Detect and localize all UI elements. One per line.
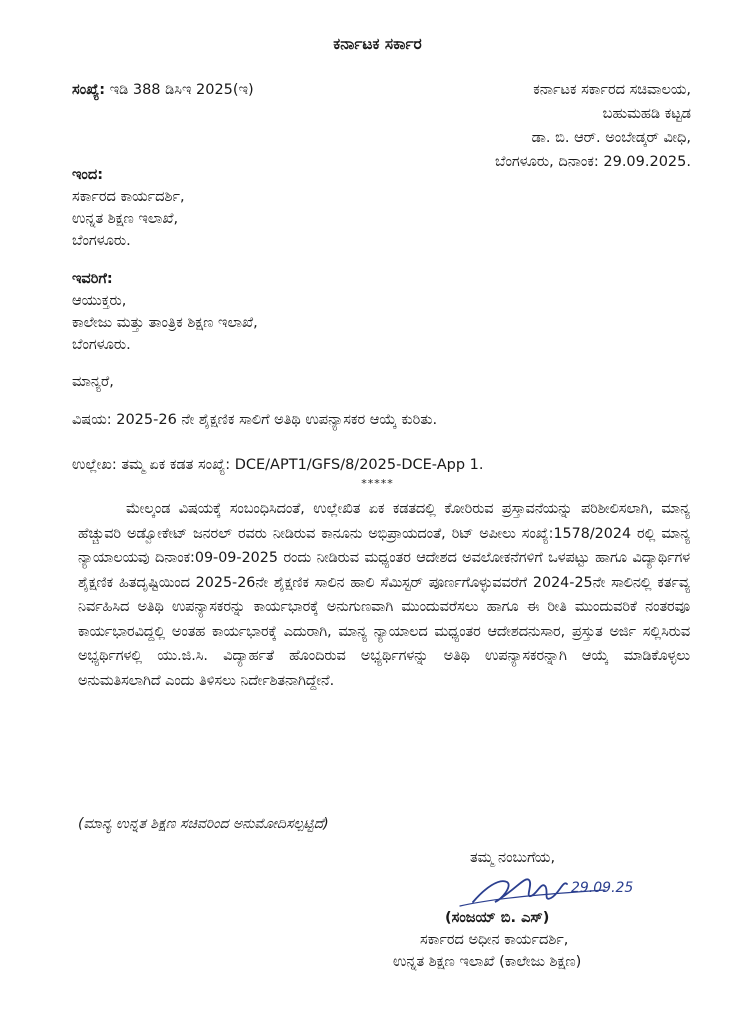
address-line: ಕರ್ನಾಟಕ ಸರ್ಕಾರದ ಸಚಿವಾಲಯ, — [533, 82, 691, 98]
separator-stars: ***** — [361, 477, 394, 490]
to-label: ಇವರಿಗೆ: — [72, 271, 113, 287]
body-paragraph — [78, 497, 690, 693]
reference-number-value: ಇಡಿ 388 ಡಿಸಿಇ 2025(ಇ) — [109, 82, 254, 98]
from-block — [72, 164, 185, 252]
government-title: ಕರ್ನಾಟಕ ಸರ್ಕಾರ — [333, 35, 422, 53]
body-text: ಮೇಲ್ಕಂಡ ವಿಷಯಕ್ಕೆ ಸಂಬಂಧಿಸಿದಂತೆ, ಉಲ್ಲೇಖಿತ ಏಕ ಕಡತದಲ್ಲಿ ಕೋರಿರುವ ಪ್ರಸ್ತಾವನೆಯನ್ನು ಪರಿಶೀಲಿಸಲಾಗಿ, ಮಾನ್ಯ ಹೆಚ್ಚುವರಿ ಅಡ್ವೋಕೇಟ್ ಜನರಲ್ ರವರು ನೀಡಿರುವ ಕಾನೂನು ಅಭಿಪ್ರಾಯದಂತೆ, ರಿಟ್ ಅಪೀಲು ಸಂಖ್ಯೆ:1578/2024 ರಲ್ಲಿ ಮಾನ್ಯ ನ್ಯಾಯಾಲಯವು ದಿನಾಂಕ:09-09-2025 ರಂದು ನೀಡಿರುವ ಮಧ್ಯಂತರ ಆದೇಶದ ಅವಲೋಕನೆಗಳಿಗೆ ಒಳಪಟ್ಟು ಹಾಗೂ ವಿದ್ಯಾರ್ಥಿಗಳ ಶೈಕ್ಷಣಿಕ ಹಿತದೃಷ್ಟಿಯಿಂದ 2025-26ನೇ ಶೈಕ್ಷಣಿಕ ಸಾಲಿನ ಹಾಲಿ ಸೆಮಿಸ್ಟರ್ ಪೂರ್ಣಗೊಳ್ಳುವವರೆಗೆ 2024-25ನೇ ಸಾಲಿನಲ್ಲಿ ಕರ್ತವ್ಯ ನಿರ್ವಹಿಸಿದ ಅತಿಥಿ ಉಪನ್ಯಾಸಕರನ್ನು ಕಾರ್ಯಭಾರಕ್ಕೆ ಅನುಗುಣವಾಗಿ ಮುಂದುವರೆಸಲು ಹಾಗೂ ಈ ರೀತಿ ಮುಂದುವರಿಕೆ ನಂತರವೂ ಕಾರ್ಯಭಾರವಿದ್ದಲ್ಲಿ ಅಂತಹ ಕಾರ್ಯಭಾರಕ್ಕೆ ಎದುರಾಗಿ, ಮಾನ್ಯ ನ್ಯಾಯಾಲದ ಮಧ್ಯಂತರ ಆದೇಶದನುಸಾರ, ಪ್ರಸ್ತುತ ಅರ್ಜಿ ಸಲ್ಲಿಸಿರುವ ಅಭ್ಯರ್ಥಿಗಳಲ್ಲಿ ಯು.ಜಿ.ಸಿ. ವಿದ್ಯಾರ್ಹತೆ ಹೊಂದಿರುವ ಅಭ್ಯರ್ಥಿಗಳನ್ನು ಅತಿಥಿ ಉಪನ್ಯಾಸಕರನ್ನಾಗಿ ಆಯ್ಕೆ ಮಾಡಿಕೊಳ್ಳಲು ಅನುಮತಿಸಲಾಗಿದೆ ಎಂದು ತಿಳಿಸಲು ನಿರ್ದೇಶಿತನಾಗಿದ್ದೇನೆ. — [78, 501, 690, 689]
to-line: ಕಾಲೇಜು ಮತ್ತು ತಾಂತ್ರಿಕ ಶಿಕ್ಷಣ ಇಲಾಖೆ, — [72, 315, 258, 331]
from-line: ಉನ್ನತ ಶಿಕ್ಷಣ ಇಲಾಖೆ, — [72, 211, 179, 227]
from-label: ಇಂದ: — [72, 167, 104, 183]
salutation: ಮಾನ್ಯರೆ, — [72, 374, 114, 390]
subject-line: ವಿಷಯ: 2025-26 ನೇ ಶೈಕ್ಷಣಿಕ ಸಾಲಿಗೆ ಅತಿಥಿ ಉಪನ್ಯಾಸಕರ ಆಯ್ಕೆ ಕುರಿತು. — [72, 412, 438, 428]
signer-designation: ಸರ್ಕಾರದ ಅಧೀನ ಕಾರ್ಯದರ್ಶಿ, — [420, 932, 569, 948]
address-line: ಡಾ. ಬಿ. ಆರ್. ಅಂಬೇಡ್ಕರ್ ವೀಧಿ, — [531, 130, 691, 146]
to-line: ಆಯುಕ್ತರು, — [72, 293, 127, 309]
sender-address — [495, 78, 691, 174]
from-line: ಸರ್ಕಾರದ ಕಾರ್ಯದರ್ಶಿ, — [72, 189, 185, 205]
address-date-line: ಬೆಂಗಳೂರು, ದಿನಾಂಕ: 29.09.2025. — [495, 154, 691, 170]
signer-name: (ಸಂಜಯ್ ಬಿ. ಎಸ್) — [445, 910, 550, 926]
signer-department: ಉನ್ನತ ಶಿಕ್ಷಣ ಇಲಾಖೆ (ಕಾಲೇಜು ಶಿಕ್ಷಣ) — [393, 954, 582, 970]
signature-date: 29.09.25 — [571, 880, 634, 896]
to-line: ಬೆಂಗಳೂರು. — [72, 337, 131, 353]
from-line: ಬೆಂಗಳೂರು. — [72, 233, 131, 249]
reference-number — [72, 80, 254, 100]
closing-yours: ತಮ್ಮ ನಂಬುಗೆಯ, — [470, 850, 556, 866]
reference-number-label: ಸಂಖ್ಯೆ: — [72, 82, 106, 98]
reference-line: ಉಲ್ಲೇಖ: ತಮ್ಮ ಏಕ ಕಡತ ಸಂಖ್ಯೆ: DCE/APT1/GFS/8/2025-DCE-App 1. — [72, 457, 484, 473]
address-line: ಬಹುಮಹಡಿ ಕಟ್ಟಡ — [602, 106, 691, 122]
approval-note: (ಮಾನ್ಯ ಉನ್ನತ ಶಿಕ್ಷಣ ಸಚಿವರಿಂದ ಅನುಮೋದಿಸಲ್ಪಟ್ಟಿದೆ) — [78, 816, 329, 832]
to-block — [72, 268, 258, 356]
